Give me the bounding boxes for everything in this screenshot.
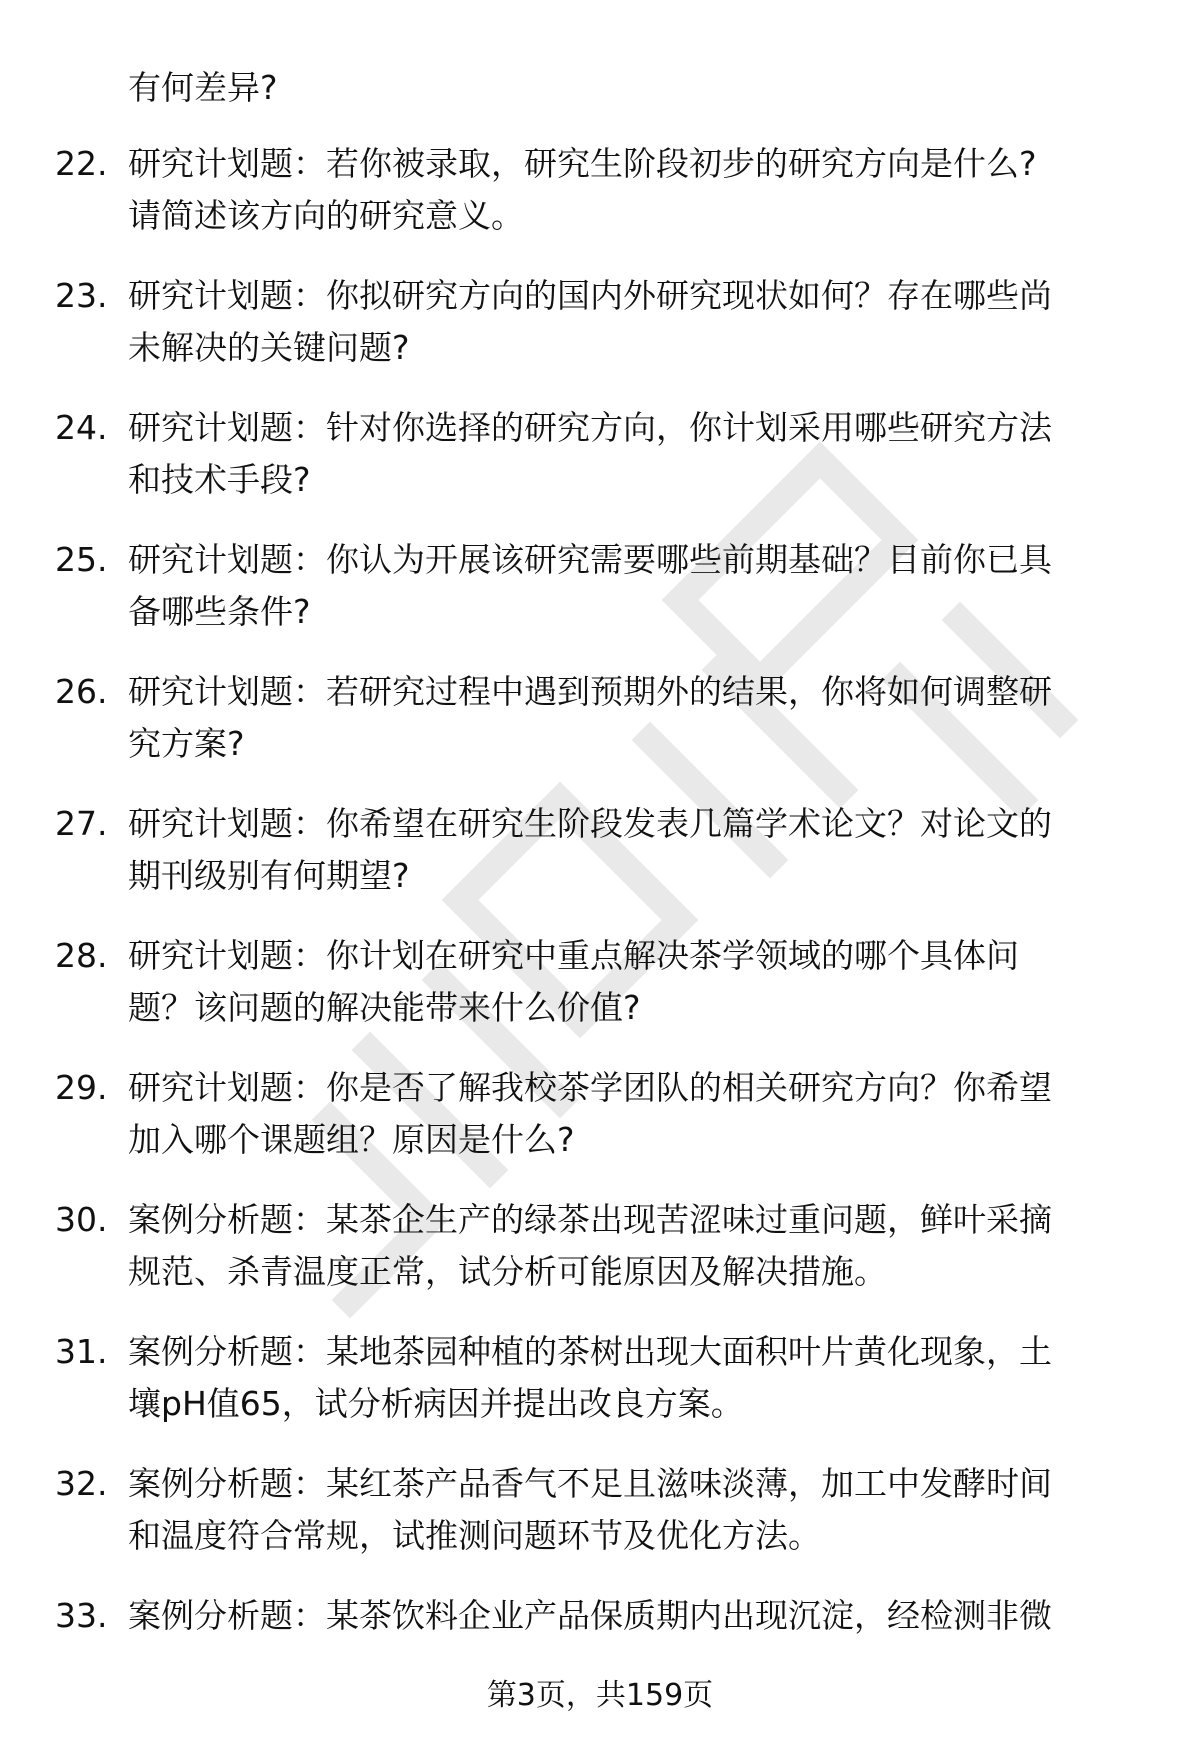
- page-footer: 第3页，共159页: [486, 1678, 714, 1713]
- question-line: 题？该问题的解决能带来什么价值?: [128, 988, 641, 1027]
- question-line: 研究计划题：你计划在研究中重点解决茶学领域的哪个具体问: [128, 936, 1019, 975]
- question-number: 24.: [55, 408, 108, 447]
- question-line: 究方案?: [128, 724, 245, 763]
- question-line: 研究计划题：若研究过程中遇到预期外的结果，你将如何调整研: [128, 672, 1052, 711]
- question-line: 规范、杀青温度正常，试分析可能原因及解决措施。: [128, 1252, 887, 1291]
- question-line: 请简述该方向的研究意义。: [128, 196, 524, 235]
- question-line: 未解决的关键问题?: [128, 328, 410, 367]
- question-line: 研究计划题：若你被录取，研究生阶段初步的研究方向是什么?: [128, 144, 1037, 183]
- question-line: 案例分析题：某茶企生产的绿茶出现苦涩味过重问题，鲜叶采摘: [128, 1200, 1052, 1239]
- question-text: [128, 798, 1138, 902]
- question-line: 和技术手段?: [128, 460, 311, 499]
- question-text: [128, 534, 1138, 638]
- question-line: 案例分析题：某红茶产品香气不足且滋味淡薄，加工中发酵时间: [128, 1464, 1052, 1503]
- question-number: 30.: [55, 1200, 108, 1239]
- question-item-27: [0, 798, 1200, 930]
- question-text: [128, 270, 1138, 374]
- question-text: [128, 930, 1138, 1034]
- question-number: 28.: [55, 936, 108, 975]
- question-number: 25.: [55, 540, 108, 579]
- question-item-26: [0, 666, 1200, 798]
- question-item-30: [0, 1194, 1200, 1326]
- continued-question-text: 有何差异?: [128, 68, 278, 107]
- question-text: [128, 1062, 1138, 1166]
- question-item-25: [0, 534, 1200, 666]
- question-item-22: [0, 138, 1200, 270]
- question-text: [128, 1194, 1138, 1298]
- question-item-28: [0, 930, 1200, 1062]
- question-line: 加入哪个课题组？原因是什么?: [128, 1120, 575, 1159]
- question-text: [128, 1458, 1138, 1562]
- question-item-24: [0, 402, 1200, 534]
- question-number: 27.: [55, 804, 108, 843]
- question-item-23: [0, 270, 1200, 402]
- question-line: 研究计划题：针对你选择的研究方向，你计划采用哪些研究方法: [128, 408, 1052, 447]
- question-item-32: [0, 1458, 1200, 1590]
- question-item-29: [0, 1062, 1200, 1194]
- question-line: 壤pH值65，试分析病因并提出改良方案。: [128, 1384, 744, 1423]
- question-number: 33.: [55, 1596, 108, 1635]
- question-line: 备哪些条件?: [128, 592, 311, 631]
- question-line: 研究计划题：你是否了解我校茶学团队的相关研究方向？你希望: [128, 1068, 1052, 1107]
- question-number: 22.: [55, 144, 108, 183]
- question-number: 32.: [55, 1464, 108, 1503]
- question-list: [0, 138, 1200, 1722]
- question-number: 29.: [55, 1068, 108, 1107]
- question-text: [128, 138, 1138, 242]
- question-line: 和温度符合常规，试推测问题环节及优化方法。: [128, 1516, 821, 1555]
- question-item-31: [0, 1326, 1200, 1458]
- question-text: [128, 1590, 1138, 1642]
- question-line: 研究计划题：你希望在研究生阶段发表几篇学术论文？对论文的: [128, 804, 1052, 843]
- question-text: [128, 666, 1138, 770]
- question-line: 案例分析题：某茶饮料企业产品保质期内出现沉淀，经检测非微: [128, 1596, 1052, 1635]
- question-number: 26.: [55, 672, 108, 711]
- question-line: 研究计划题：你拟研究方向的国内外研究现状如何？存在哪些尚: [128, 276, 1052, 315]
- question-number: 23.: [55, 276, 108, 315]
- question-line: 案例分析题：某地茶园种植的茶树出现大面积叶片黄化现象，土: [128, 1332, 1052, 1371]
- question-text: [128, 402, 1138, 506]
- question-number: 31.: [55, 1332, 108, 1371]
- question-line: 期刊级别有何期望?: [128, 856, 410, 895]
- question-line: 研究计划题：你认为开展该研究需要哪些前期基础？目前你已具: [128, 540, 1052, 579]
- question-text: [128, 1326, 1138, 1430]
